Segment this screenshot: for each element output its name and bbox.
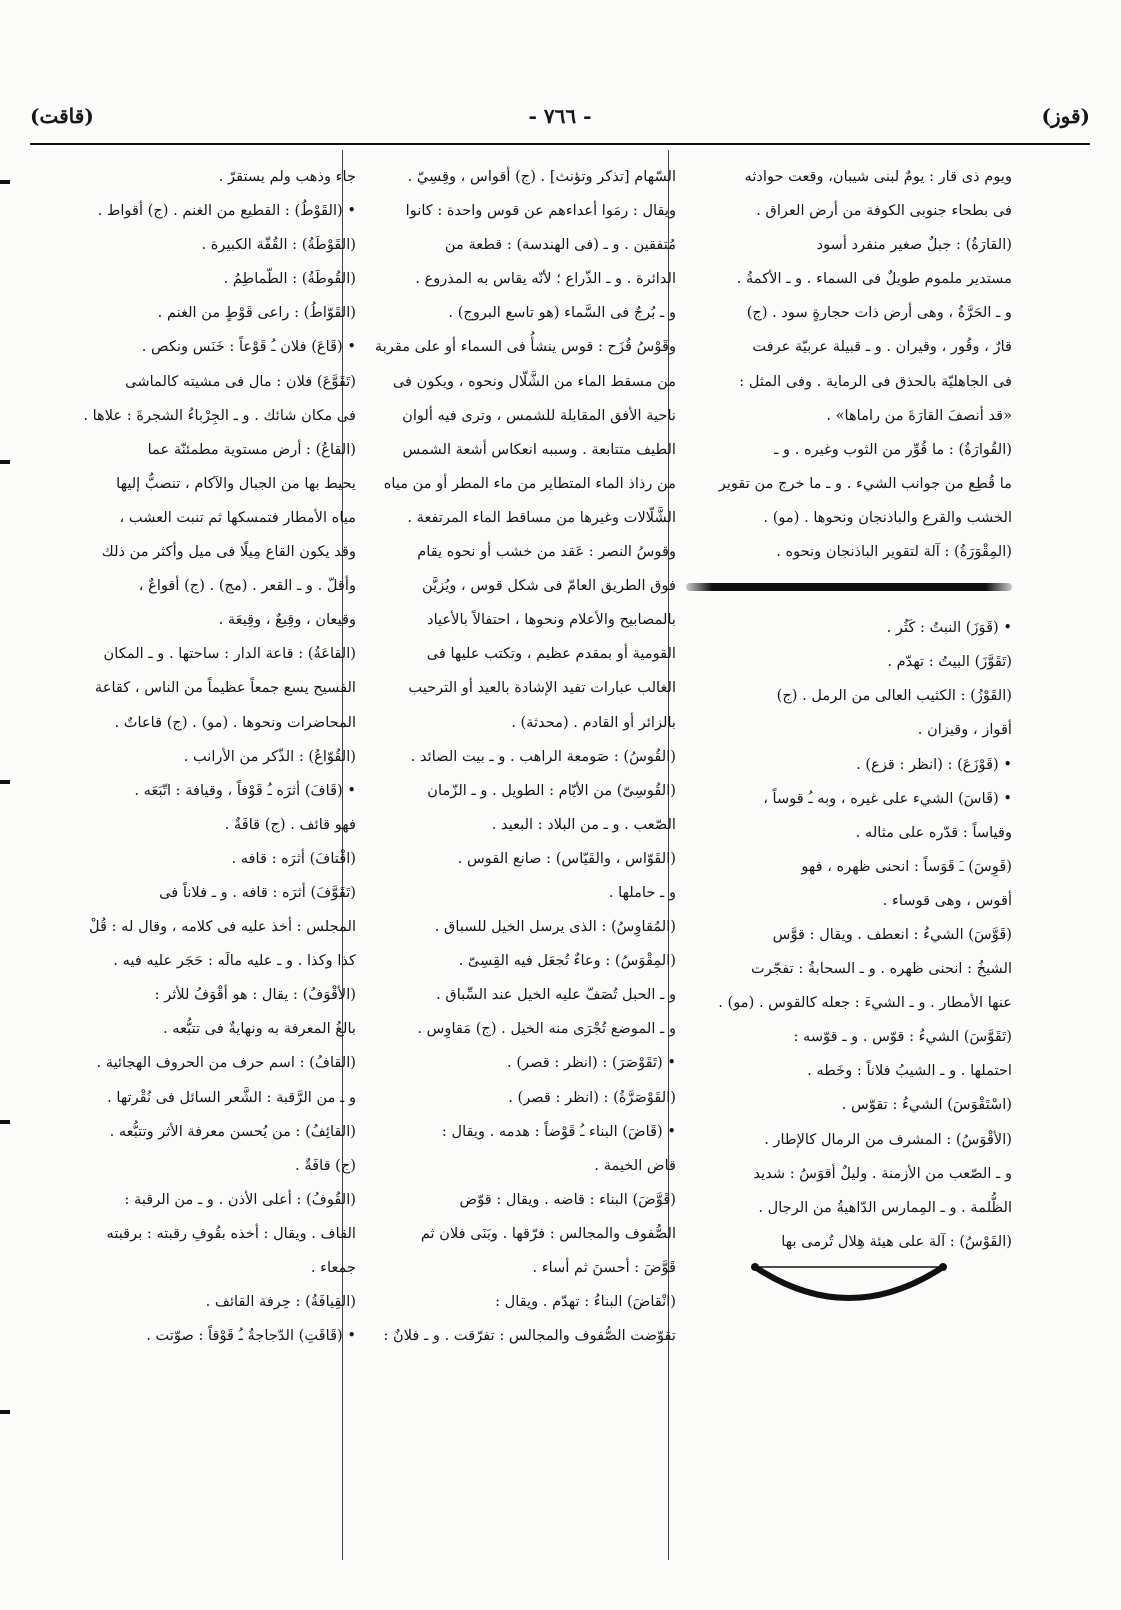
text-line: المحاضرات ونحوها . (مو) . (ج) قاعاتٌ . — [114, 713, 356, 731]
text-line: وقيعان ، وقِيعٌ ، وقِيعَة . — [218, 611, 356, 629]
text-line: • (تَقَوْصَرَ) : (انظر : قصر) . — [507, 1054, 676, 1072]
text-line: (قَوَّسَ) الشيءُ : انعطف . ويقال : قوَّس — [772, 925, 1012, 943]
text-line: (قَوِسَ) ـَ قَوَساً : انحنى ظهره ، فهو — [801, 857, 1012, 875]
text-line: (القائِفُ) : من يُحسن معرفة الأثر وتتبُّعه . — [109, 1122, 356, 1140]
text-line: وقَوْسُ قُزَح : قوس ينشأُ فى السماء أو على مقربة — [374, 338, 676, 356]
text-line: • (قَافَ) أثرَه ـُ قَوْفاً ، وقيافة : اتّبَعَه . — [134, 781, 356, 799]
text-line: (القافُ) : اسم حرف من الحروف الهجائية . — [96, 1054, 356, 1072]
text-line: (تَقَوَّزَ) البيتُ : تهدّم . — [887, 653, 1012, 671]
text-line: (الأقْوَسُ) : المشرف من الرمال كالإطار . — [764, 1130, 1012, 1148]
text-line: فى الجاهليّة بالحذق فى الرماية . وفى المثل : — [739, 372, 1012, 390]
text-line: (القُوفُ) : أعلى الأذن . و ـ من الرقبة : — [124, 1190, 356, 1208]
text-line: من مسقط الماء من الشَّلّال ونحوه ، ويكون فى — [392, 372, 676, 390]
text-line: الشَّلّالات وغيرها من مساقط الماء المرتفعة . — [407, 508, 676, 526]
text-line: القاف . ويقال : أخذه بقُوفِ رقبته : برقبته — [106, 1224, 356, 1242]
text-line: (القَوْصَرَّةُ) : (انظر : قصر) . — [508, 1088, 676, 1106]
text-line: و ـ الموضع تُجْرَى منه الخيل . (ج) مَقاوِس . — [417, 1020, 676, 1038]
text-line: مُتفقين . و ـ (فى الهندسة) : قطعة من — [444, 236, 676, 254]
text-line: • (قَاعَ) فلان ـُ قَوْعاً : خَنَس ونكص . — [141, 338, 356, 356]
text-line: • (قَوْزَعَ) : (انظر : قزع) . — [856, 755, 1012, 773]
section-divider — [686, 583, 1012, 591]
text-line: بالزائر أو القادم . (محدثة) . — [511, 713, 676, 731]
text-line: المجلس : أخذ عليه فى كلامه ، وقال له : قُلْ — [88, 918, 356, 936]
text-line: الظُّلمة . و ـ المِمارس الدّاهيةُ من الرجال . — [758, 1198, 1012, 1216]
text-line: و ـ الحبل تُصَفّ عليه الخيل عند السِّباق . — [436, 986, 676, 1004]
text-line: بالمصابيح والأعلام ونحوها ، احتفالاً بالأعياد — [427, 611, 676, 629]
page-header — [30, 100, 1090, 140]
header-left-word: (قاقت) — [30, 104, 94, 128]
text-line: «قد أنصفَ القارَةَ من راماها» . — [826, 406, 1012, 424]
text-line: فهو قائف . (ج) قافَةٌ . — [224, 815, 356, 833]
text-line: قارٌ ، وقُور ، وقيران . و ـ قبيلة عربيّة عرفت — [752, 338, 1012, 356]
margin-mark — [0, 1410, 10, 1414]
text-line: و ـ حاملها . — [608, 883, 676, 901]
text-line: (القُوسِىّ) من الأيّام : الطويل . و ـ الزّمان — [427, 781, 676, 799]
text-line: (القِيافَةُ) : حِرفة القائف . — [205, 1293, 356, 1311]
margin-mark — [0, 1120, 10, 1124]
text-line: ناحية الأفق المقابلة للشمس ، وترى فيه ألوان — [402, 406, 676, 424]
text-line: القومية أو بمقدم عظيم ، وتكتب عليها فى — [426, 645, 676, 663]
column-left — [30, 160, 356, 1610]
text-line: ويوم ذى قار : يومٌ لبنى شيبان، وقعت حوادثه — [744, 168, 1012, 185]
text-line: احتملها . و ـ الشيبُ فلاناً : وخَطه . — [807, 1062, 1012, 1080]
text-line: (المِقْوَسُ) : وعاءٌ تُجعَل فيه القِسِىّ . — [458, 952, 676, 970]
margin-mark — [0, 180, 10, 184]
text-line: (القَوْطَةُ) : القُفّة الكبيرة . — [201, 236, 356, 254]
text-line: أقواز ، وقيزان . — [917, 721, 1012, 739]
text-line: (القاعُ) : أرض مستوية مطمئنّة عما — [147, 440, 356, 458]
text-line: مياه الأمطار فتمسكها ثم تنبت العشب ، — [119, 508, 356, 526]
text-line: (القَوّاطُ) : راعى قَوْطٍ من الغنم . — [157, 304, 356, 322]
text-line: أقوس ، وهى قوساء . — [882, 891, 1012, 909]
text-line: (القُوسُ) : صَومعة الراهب . و ـ بيت الصائد . — [410, 747, 676, 765]
text-line: و ـ بُرجٌ فى السَّماء (هو تاسع البروج) . — [448, 304, 676, 322]
text-line: من رذاذ الماء المتطاير من ماء المطر أو من مياه — [383, 474, 676, 492]
text-line: فى مكان شائك . و ـ الجِرْباءُ الشجرةَ : علاها . — [83, 406, 356, 424]
text-line: (القَوْزُ) : الكثيب العالى من الرمل . (ج) — [776, 687, 1012, 705]
text-line: قاض الخيمة . — [594, 1156, 676, 1174]
header-right-word: (قوز) — [1041, 104, 1090, 128]
text-line: و ـ الصّعب من الأزمنة . وليلٌ أقوَسُ : شديد — [753, 1164, 1012, 1182]
text-line: تقوّضت الصُّفوف والمجالس : تفرّقت . و ـ فلانٌ : — [383, 1327, 676, 1345]
column-right — [686, 160, 1012, 1610]
text-line: • (القَوْطُ) : القطيع من الغنم . (ج) أقواط . — [97, 202, 356, 220]
text-line: (تَقَوَّفَ) أثرَه : قافه . و ـ فلاناً فى — [159, 883, 356, 901]
margin-mark — [0, 460, 10, 464]
header-rule — [30, 143, 1090, 145]
text-line: يحيط بها من الجبال والآكام ، تنصبُّ إليها — [116, 474, 356, 492]
text-line: (انْقاضَ) البناءُ : تهدّم . ويقال : — [495, 1293, 676, 1311]
text-line: قَوَّضَ : أحسنَ ثم أساء . — [532, 1259, 676, 1276]
text-line: (قَوَّضَ) البناء : قاضه . ويقال : قوّض — [459, 1190, 676, 1208]
text-line: و ـ من الرَّقبة : الشَّعر السائل فى نُقْرتها . — [107, 1088, 356, 1106]
text-line: (القارَةُ) : جبلٌ صغير منفرد أسود — [816, 236, 1012, 254]
text-line: السّهام [تذكر وتؤنث] . (ج) أقواس ، وقِسِيّ . — [407, 168, 676, 185]
column-middle — [350, 160, 676, 1610]
text-line: الطيف متتابعة . وسببه انعكاس أشعة الشمس — [402, 440, 676, 458]
text-line: ويقال : رمَوا أعداءهم عن قوس واحدة : كانوا — [405, 202, 676, 220]
text-line: • (قَاضَ) البناء ـُ قَوْضاً : هدمه . ويقال : — [441, 1122, 676, 1140]
text-line: وقد يكون القاع مِيلًا فى ميل وأكثر من ذلك — [101, 543, 356, 561]
text-line: الصُّفوف والمجالس : فرّقها . وبَنَى فلان ثم — [420, 1224, 676, 1242]
text-line: الدائرة . و ـ الذّراع ؛ لأنّه يقاس به المذروع . — [415, 270, 676, 288]
text-line: الخشب والقرع والباذنجان ونحوها . (مو) . — [763, 508, 1012, 526]
text-line: الصّعب . و ـ من البلاد : البعيد . — [491, 815, 676, 833]
text-line: الغالب عبارات تفيد الإشادة بالعيد أو الترحيب — [408, 679, 676, 697]
text-line: (القُوّاعُ) : الذّكر من الأرانب . — [183, 747, 356, 765]
text-line: (المُقاوِسُ) : الذى يرسل الخيل للسباق . — [434, 918, 676, 936]
text-line: عنها الأمطار . و ـ الشيءَ : جعله كالقوس . (مو) . — [718, 994, 1012, 1012]
page-number: - ٧٦٦ - — [528, 104, 592, 128]
text-line: (تَقَوَّسَ) الشيءُ : قوّس . و ـ قوّسه : — [793, 1028, 1012, 1046]
text-line: • (قَاسَ) الشيء على غيره ، وبه ـُ قوساً ، — [763, 789, 1012, 807]
text-line: • (قَوَزَ) النبتُ : كَثُر . — [886, 619, 1012, 637]
text-line: مستدير ملموم طويلٌ فى السماء . و ـ الأكمةُ . — [736, 270, 1012, 288]
text-line: بالغُ المعرفة به ونهايةٌ فى تتبُّعه . — [163, 1020, 356, 1038]
text-line: (القُوطَةُ) : الطّماطِمُ . — [223, 270, 356, 288]
text-line: (القاعَةُ) : قاعة الدار : ساحتها . و ـ المكان — [103, 645, 356, 663]
text-line: • (قَاقَتِ) الدّجاجةُ ـُ قَوْقاً : صوّتت . — [146, 1327, 356, 1345]
text-line: (القُوارَةُ) : ما قُوِّر من الثوب وغيره . و ـ — [774, 440, 1012, 458]
margin-mark — [0, 780, 10, 784]
text-line: الشيخُ : انحنى ظهره . و ـ السحابةُ : تفجّرت — [751, 960, 1012, 978]
text-line: (القَوّاس ، والقَيّاس) : صانع القوس . — [457, 849, 676, 867]
text-line: (المِقْوَرَةُ) : آلة لتقوير الباذنجان ونحوه . — [776, 543, 1012, 561]
text-line: وقوسُ النصر : عَقد من خشب أو نحوه يقام — [417, 543, 676, 561]
bow-icon — [749, 1259, 949, 1311]
text-line: كذا وكذا . و ـ عليه مالَه : حَجَر عليه فيه . — [113, 952, 356, 970]
text-line: فوق الطريق العامّ فى شكل قوس ، ويُزيَّن — [422, 577, 676, 595]
text-line: وأقلّ . و ـ القعر . (مج) . (ج) أقواعٌ ، — [138, 577, 356, 595]
text-line: جاء وذهب ولم يستقرّ . — [218, 168, 356, 185]
text-line: جمعاء . — [310, 1259, 356, 1276]
text-line: (اقْتافَ) أثرَه : قافه . — [231, 849, 356, 867]
text-line: الفسيح يسع جمعاً عظيماً من الناس ، كقاعة — [94, 679, 356, 697]
text-line: فى بطحاء جنوبى الكوفة من أرض العراق . — [756, 202, 1012, 220]
text-line: ما قُطِع من جوانب الشيء . و ـ ما خرج من تقوير — [718, 474, 1012, 492]
text-line: (القَوْسُ) : آلة على هيئة هِلال تُرمى بها — [781, 1232, 1012, 1250]
text-line: (تَقَوَّعَ) فلان : مال فى مشيته كالماشى — [125, 372, 356, 390]
text-line: (اسْتَقْوَسَ) الشيءُ : تقوّس . — [841, 1096, 1012, 1114]
text-line: (الأقْوَفُ) : يقال : هو أقْوَفُ للأثر : — [154, 986, 356, 1004]
text-line: (ج) قافَةٌ . — [295, 1156, 356, 1174]
text-line: وقياساً : قدّره على مثاله . — [855, 823, 1012, 841]
text-line: و ـ الحَرَّةُ ، وهى أرض ذات حجارةٍ سود . (ج) — [746, 304, 1012, 322]
